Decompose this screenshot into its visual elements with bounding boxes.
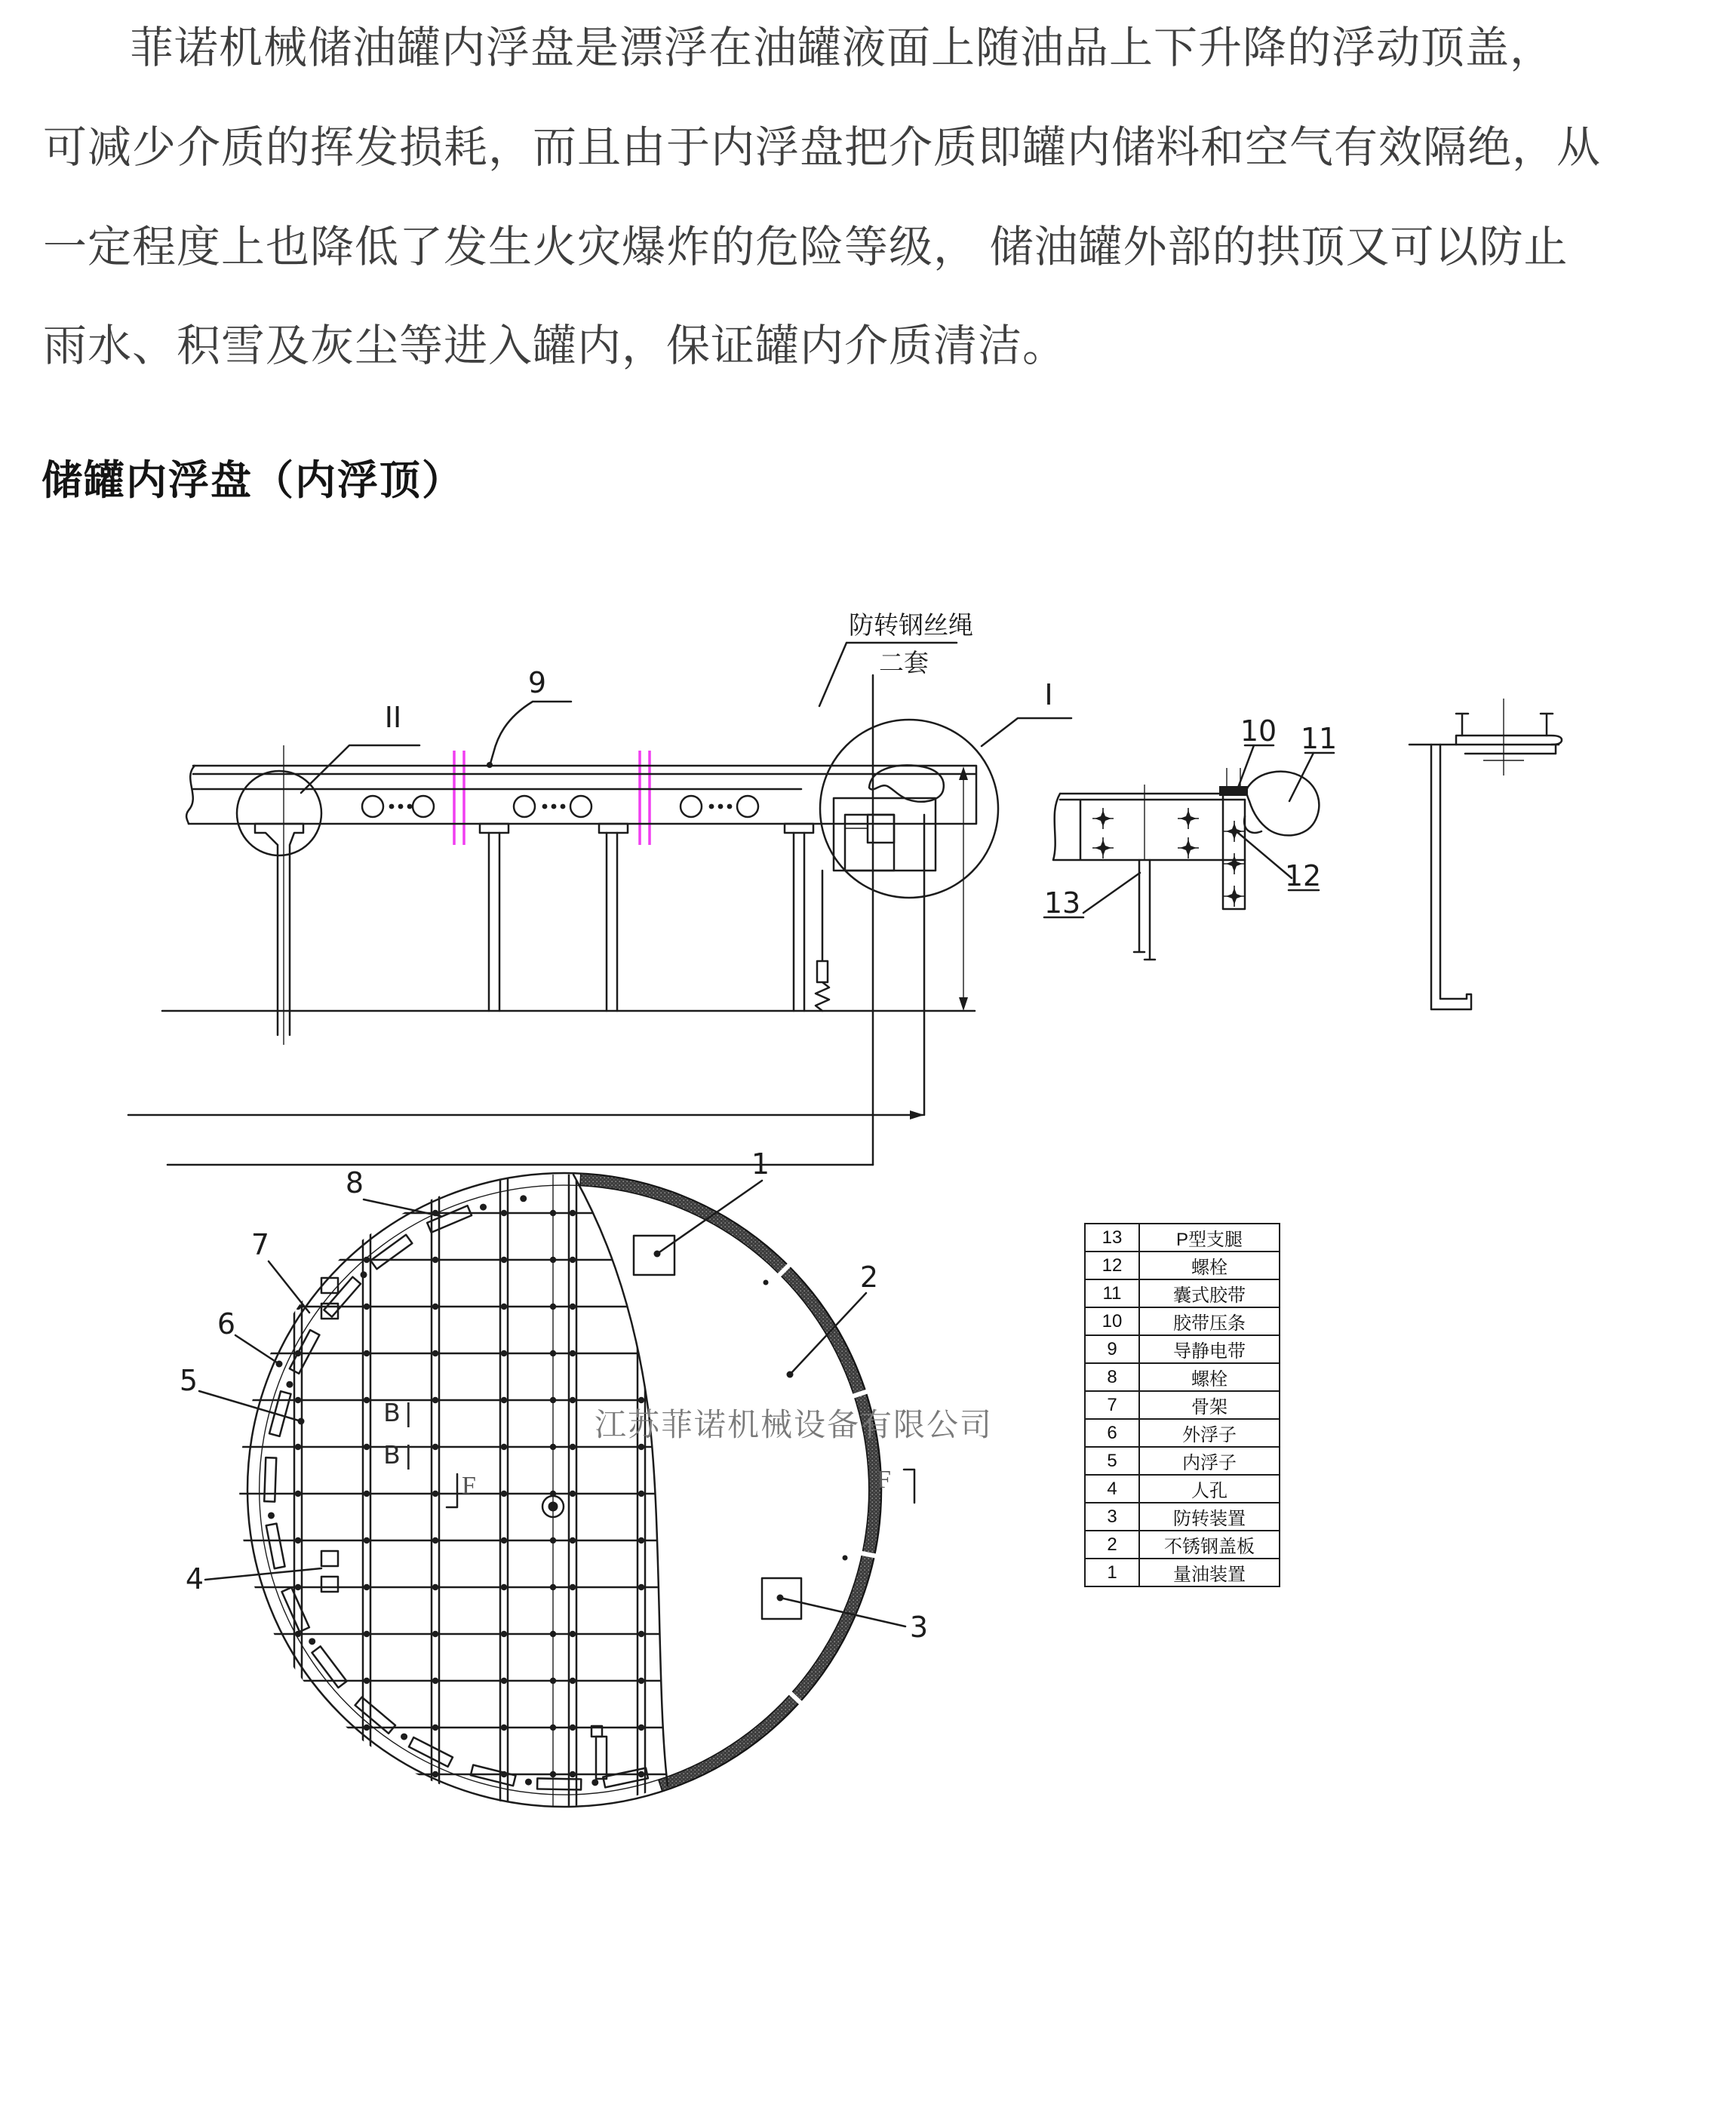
part-name-cell: 不锈钢盖板 xyxy=(1139,1531,1280,1559)
table-row xyxy=(1085,1224,1280,1252)
table-row xyxy=(1085,1475,1280,1503)
table-row xyxy=(1085,1279,1280,1307)
callout-5: 5 xyxy=(179,1364,198,1397)
part-name-cell: 螺栓 xyxy=(1139,1252,1280,1279)
parts-table xyxy=(1084,1223,1280,1587)
table-row xyxy=(1085,1531,1280,1559)
callout-11: 11 xyxy=(1300,722,1338,755)
vent-holes xyxy=(362,796,758,817)
part-number-cell: 8 xyxy=(1085,1363,1139,1391)
table-row xyxy=(1085,1252,1280,1279)
callout-4: 4 xyxy=(185,1562,204,1596)
part-number-cell: 11 xyxy=(1085,1279,1139,1307)
part-number-cell: 3 xyxy=(1085,1503,1139,1531)
plan-view xyxy=(180,1147,993,1818)
part-name-cell: 胶带压条 xyxy=(1139,1307,1280,1335)
part-number-cell: 9 xyxy=(1085,1335,1139,1363)
callout-12: 12 xyxy=(1284,859,1322,892)
side-elevation-view xyxy=(128,610,1071,1165)
callout-detail-i: I xyxy=(1044,678,1053,711)
rim-seal-hook xyxy=(869,765,944,801)
part-name-cell: 囊式胶带 xyxy=(1139,1279,1280,1307)
table-row xyxy=(1085,1363,1280,1391)
callout-9: 9 xyxy=(527,666,547,699)
skeleton-grid xyxy=(238,1158,782,1818)
callout-2: 2 xyxy=(859,1261,879,1294)
rim-detail-view xyxy=(1044,714,1337,960)
pressure-strip xyxy=(1219,786,1248,796)
table-row xyxy=(1085,1335,1280,1363)
table-row xyxy=(1085,1419,1280,1447)
callout-13: 13 xyxy=(1043,886,1081,920)
callout-7: 7 xyxy=(250,1228,270,1261)
part-name-cell: 人孔 xyxy=(1139,1475,1280,1503)
section-mark-f-left: F xyxy=(462,1472,476,1500)
part-name-cell: 防转装置 xyxy=(1139,1503,1280,1531)
part-number-cell: 10 xyxy=(1085,1307,1139,1335)
dimension-line xyxy=(959,766,968,1011)
part-name-cell: 导静电带 xyxy=(1139,1335,1280,1363)
anti-rotation-assembly xyxy=(816,675,936,1165)
section-mark-f-right: F xyxy=(877,1466,891,1494)
rope-note-line2: 二套 xyxy=(879,648,929,677)
part-name-cell: 内浮子 xyxy=(1139,1447,1280,1475)
part-name-cell: 量油装置 xyxy=(1139,1559,1280,1586)
part-number-cell: 13 xyxy=(1085,1224,1139,1252)
part-number-cell: 1 xyxy=(1085,1559,1139,1586)
guide-channel-profile xyxy=(1409,699,1562,1009)
callout-8: 8 xyxy=(345,1166,364,1199)
callout-detail-ii: II xyxy=(384,701,402,734)
part-number-cell: 2 xyxy=(1085,1531,1139,1559)
section-mark-b-upper: B| xyxy=(383,1398,416,1427)
paragraph-line-3: 一定程度上也降低了发生火灾爆炸的危险等级， 储油罐外部的拱顶又可以防止 xyxy=(43,223,1569,272)
table-row xyxy=(1085,1503,1280,1531)
part-number-cell: 6 xyxy=(1085,1419,1139,1447)
table-row xyxy=(1085,1307,1280,1335)
support-legs xyxy=(480,824,813,1011)
part-number-cell: 4 xyxy=(1085,1475,1139,1503)
table-row xyxy=(1085,1391,1280,1419)
paragraph-line-1: 菲诺机械储油罐内浮盘是漂浮在油罐液面上随油品上下升降的浮动顶盖， xyxy=(130,23,1555,72)
part-name-cell: 外浮子 xyxy=(1139,1419,1280,1447)
bag-type-seal xyxy=(1246,772,1319,836)
section-mark-b-lower: B| xyxy=(383,1440,416,1470)
cover-plate-band xyxy=(580,1174,881,1792)
detail-circle-ii xyxy=(237,771,321,855)
rope-note-line1: 防转钢丝绳 xyxy=(849,610,973,640)
part-name-cell: P型支腿 xyxy=(1139,1224,1280,1252)
section-heading: 储罐内浮盘（内浮顶） xyxy=(41,458,464,503)
paragraph-line-2: 可减少介质的挥发损耗，而且由于内浮盘把介质即罐内储料和空气有效隔绝，从 xyxy=(43,123,1602,172)
rim-dots xyxy=(268,1195,598,1786)
watermark-text: 江苏菲诺机械设备有限公司 xyxy=(595,1407,994,1442)
paragraph-line-4: 雨水、积雪及灰尘等进入罐内，保证罐内介质清洁。 xyxy=(43,321,1068,370)
part-name-cell: 螺栓 xyxy=(1139,1363,1280,1391)
part-number-cell: 5 xyxy=(1085,1447,1139,1475)
part-name-cell: 骨架 xyxy=(1139,1391,1280,1419)
part-number-cell: 12 xyxy=(1085,1252,1139,1279)
callout-6: 6 xyxy=(217,1307,236,1341)
callout-1: 1 xyxy=(751,1147,770,1181)
table-row xyxy=(1085,1447,1280,1475)
callout-10: 10 xyxy=(1240,714,1277,748)
part-number-cell: 7 xyxy=(1085,1391,1139,1419)
callout-3: 3 xyxy=(909,1611,929,1644)
table-row xyxy=(1085,1559,1280,1586)
